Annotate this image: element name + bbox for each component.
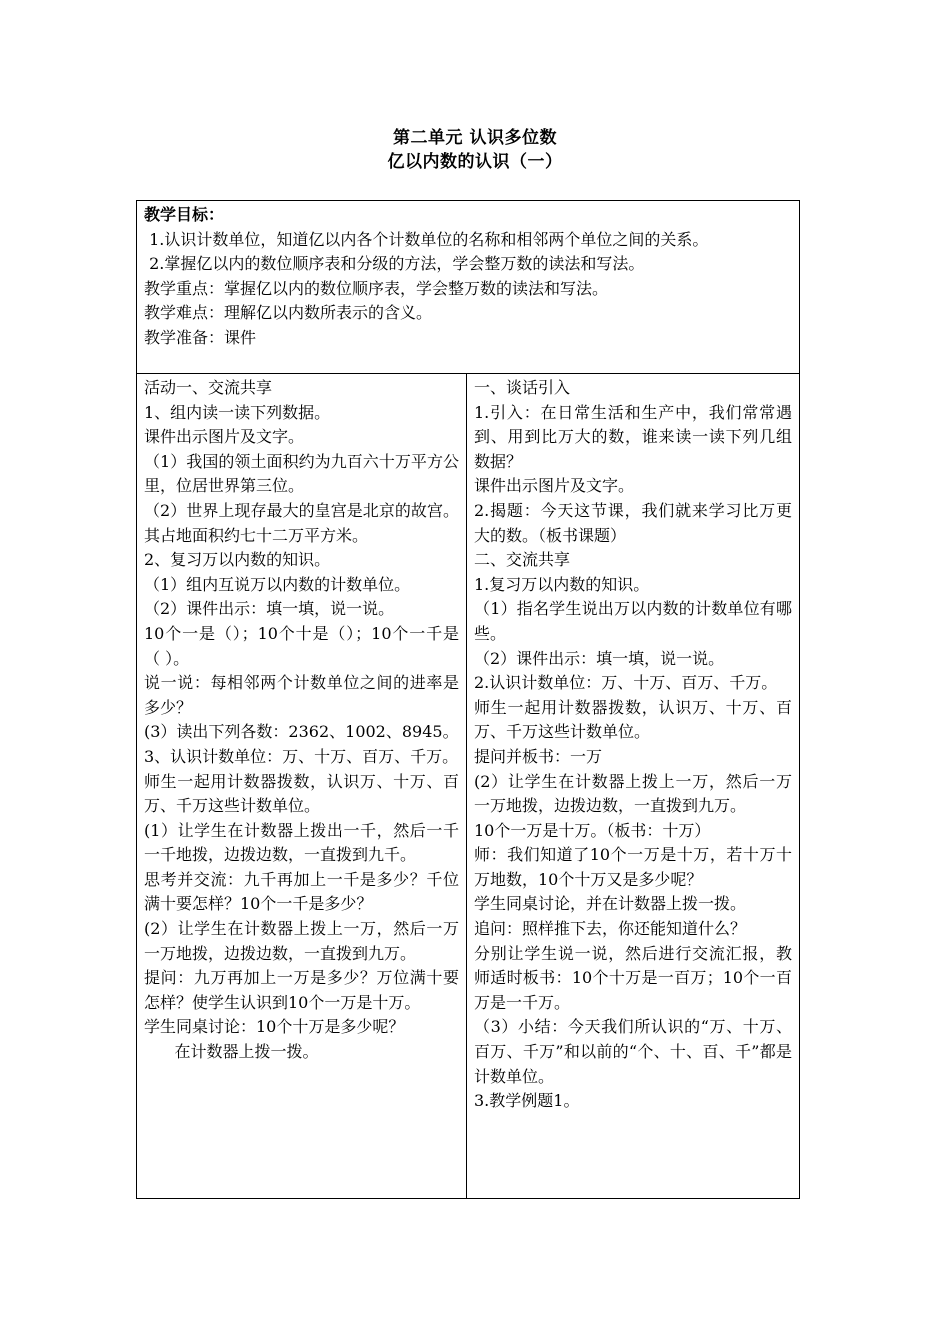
lesson-plan-table [136,200,800,1199]
right-line: 分别让学生说一说，然后进行交流汇报，教师适时板书：10个十万是一百万；10个一百万是一千万。 [474,943,792,1012]
right-line: 1.复习万以内数的知识。 [474,574,650,594]
activities-row [137,374,800,1199]
left-line: 学生同桌讨论：10个十万是多少呢？ [144,1017,405,1037]
left-line: 2、复习万以内数的知识。 [144,550,331,570]
left-line: 1、组内读一读下列数据。 [144,402,331,422]
right-line: （3）小结：今天我们所认识的“万、十万、百万、千万”和以前的“个、十、百、千”都是计数单位。 [474,1017,792,1086]
left-line: 师生一起用计数器拨数，认识万、十万、百万、千万这些计数单位。 [144,771,459,816]
objective-line: 2.掌握亿以内的数位顺序表和分级的方法，学会整万数的读法和写法。 [144,254,645,274]
right-line: 师生一起用计数器拨数，认识万、十万、百万、千万这些计数单位。 [474,697,792,742]
left-line: 课件出示图片及文字。 [144,427,305,447]
right-line: 课件出示图片及文字。 [474,476,635,496]
teacher-activity-cell [467,374,800,1199]
right-line: 2.认识计数单位：万、十万、百万、千万。 [474,673,778,693]
left-line: （1）我国的领土面积约为九百六十万平方公里，位居世界第三位。 [144,451,459,496]
right-line: 1.引入：在日常生活和生产中，我们常常遇到、用到比万大的数，谁来读一读下列几组数据？ [474,402,792,471]
right-line: 3.教学例题1。 [474,1091,580,1111]
left-line: (3）读出下列各数：2362、1002、8945。 [144,722,459,742]
left-line: 3、认识计数单位：万、十万、百万、千万。 [144,746,459,766]
left-line: 思考并交流：九千再加上一千是多少？千位满十要怎样？10个一千是多少？ [144,869,459,914]
left-line: (1）让学生在计数器上拨出一千，然后一千一千地拨，边拨边数，一直拨到九千。 [144,820,459,865]
right-line: 师：我们知道了10个一万是十万，若十万十万地数，10个十万又是多少呢？ [474,845,792,889]
right-line: （1）指名学生说出万以内数的计数单位有哪些。 [474,599,792,643]
student-activity-cell [137,374,467,1199]
key-point-line: 教学重点：掌握亿以内的数位顺序表，学会整万数的读法和写法。 [144,278,609,298]
objectives-row [137,201,800,374]
right-line: （2）课件出示：填一填，说一说。 [474,648,725,668]
right-line: 追问：照样推下去，你还能知道什么？ [474,919,747,939]
objectives-cell [137,201,800,374]
preparation-line: 教学准备：课件 [144,327,257,347]
left-line: 10个一是（）；10个十是（）；10个一千是（ ）。 [144,623,459,668]
lesson-title: 亿以内数的认识（一） [387,152,563,172]
left-line: （1）组内互说万以内数的计数单位。 [144,574,411,594]
left-line: (2）让学生在计数器上拨上一万，然后一万一万地拨，边拨边数，一直拨到九万。 [144,919,459,963]
right-line: 学生同桌讨论，并在计数器上拨一拨。 [474,894,747,914]
right-line: 一、谈话引入 [474,378,571,397]
left-line: （2）课件出示：填一填，说一说。 [144,599,395,619]
objective-line: 1.认识计数单位，知道亿以内各个计数单位的名称和相邻两个单位之间的关系。 [144,229,709,249]
right-line: 二、交流共享 [474,550,571,570]
right-line: (2）让学生在计数器上拨上一万，然后一万一万地拨，边拨边数，一直拨到九万。 [474,771,792,816]
right-line: 10个一万是十万。（板书：十万） [474,820,711,840]
title-block [0,126,950,174]
objectives-heading: 教学目标： [144,205,225,224]
unit-title: 第二单元 认识多位数 [393,128,557,148]
left-line: 在计数器上拨一拨。 [144,1042,319,1062]
left-line: 活动一、交流共享 [144,378,273,397]
left-line: 提问：九万再加上一万是多少？万位满十要怎样？使学生认识到10个一万是十万。 [144,968,459,1012]
right-line: 提问并板书：一万 [474,746,603,766]
right-line: 2.揭题：今天这节课，我们就来学习比万更大的数。（板书课题） [474,500,792,545]
left-line: （2）世界上现存最大的皇宫是北京的故宫。其占地面积约七十二万平方米。 [144,500,459,545]
left-line: 说一说：每相邻两个计数单位之间的进率是多少？ [144,673,459,717]
difficulty-line: 教学难点：理解亿以内数所表示的含义。 [144,303,433,323]
